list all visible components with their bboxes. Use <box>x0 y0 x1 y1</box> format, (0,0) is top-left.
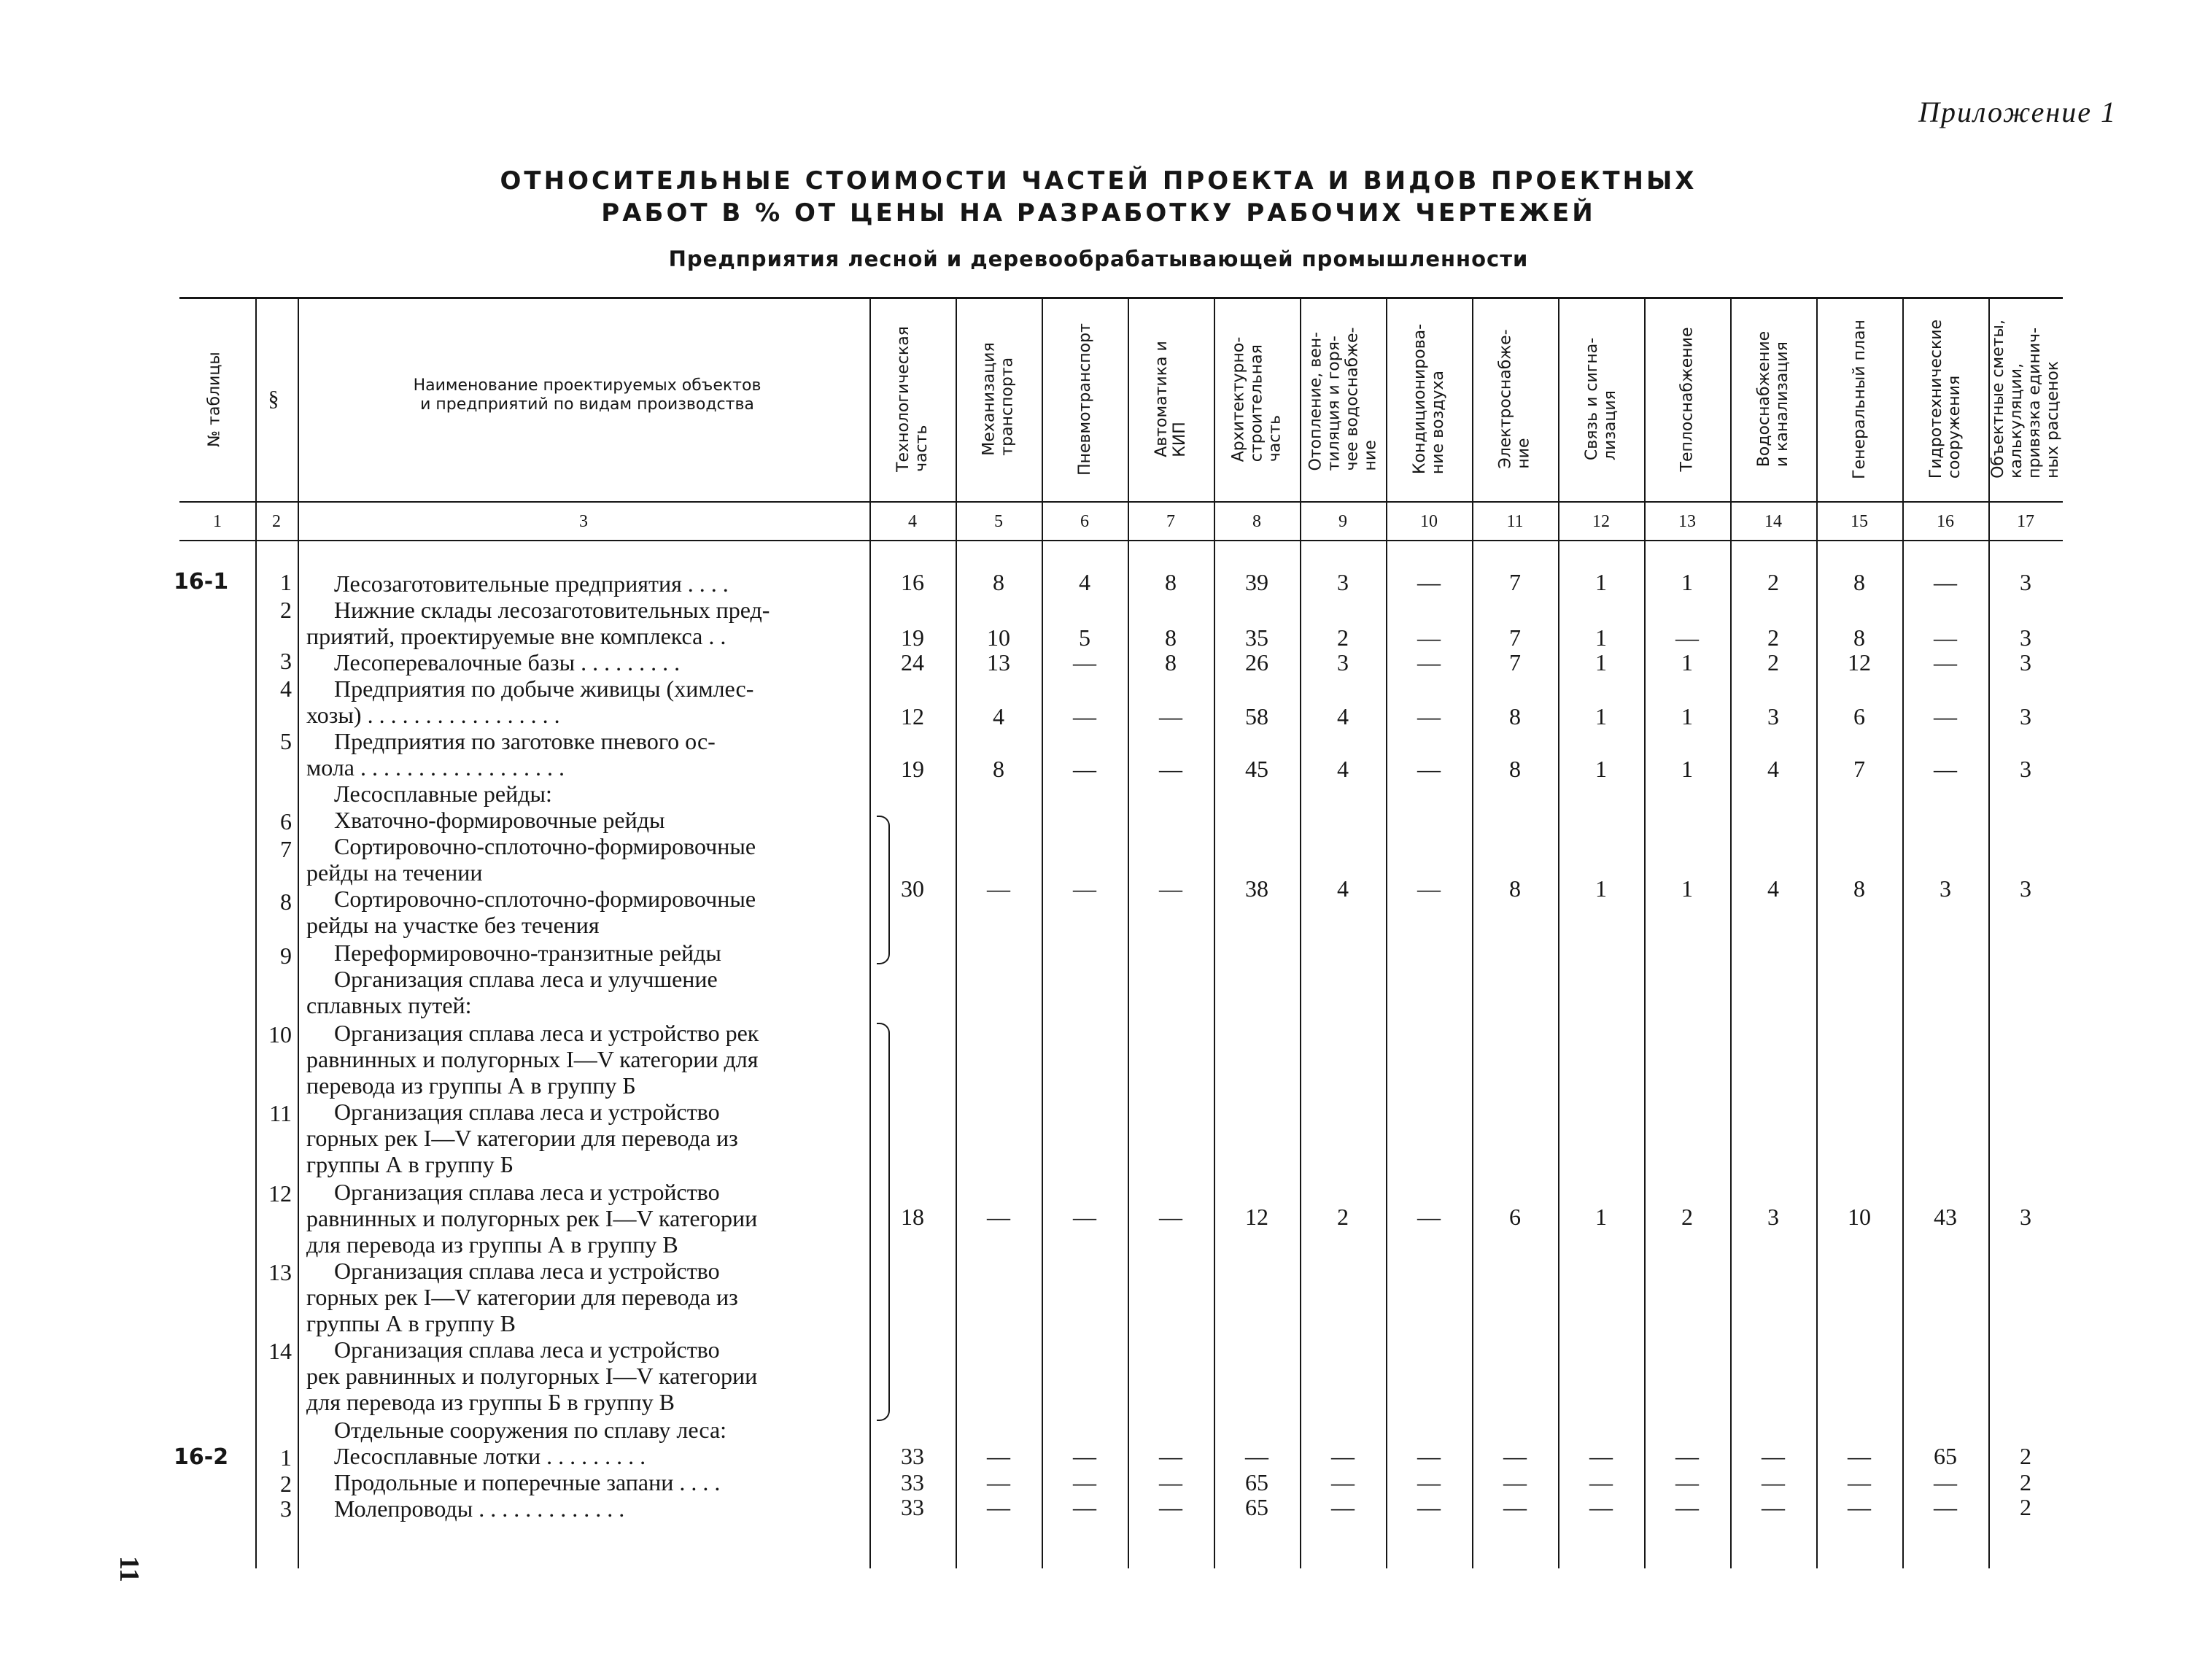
header-text: ние <box>1361 440 1380 471</box>
table-cell: 38 <box>1245 875 1268 902</box>
object-name: Лесозаготовительные предприятия . . . . <box>334 570 729 597</box>
paragraph-number: 1 <box>280 569 292 595</box>
table-cell: 4 <box>1337 875 1349 902</box>
column-number: 16 <box>1937 512 1954 531</box>
table-cell: 33 <box>901 1494 924 1520</box>
table-cell: — <box>1159 1443 1182 1469</box>
table-cell: 1 <box>1595 569 1607 595</box>
table-cell: 8 <box>1165 649 1177 676</box>
header-text: и канализация <box>1773 341 1792 468</box>
paragraph-number: 3 <box>280 1495 292 1522</box>
table-cell: — <box>987 1494 1010 1520</box>
table-cell: 6 <box>1509 1204 1521 1230</box>
table-cell: 8 <box>1509 703 1521 729</box>
table-id: 16-1 <box>174 569 229 595</box>
header-text: Электроснабже- <box>1497 329 1515 469</box>
paragraph-number: 6 <box>280 808 292 835</box>
header-text: Автоматика и <box>1152 341 1171 457</box>
table-cell: — <box>1159 703 1182 729</box>
header-text: ных расценок <box>2044 360 2063 479</box>
object-name: рек равнинных и полугорных I—V категории <box>306 1363 758 1389</box>
table-cell: 7 <box>1509 649 1521 676</box>
group-heading: Отдельные сооружения по сплаву леса: <box>334 1417 727 1443</box>
header-text: чее водоснабже- <box>1343 327 1362 471</box>
header-text: Связь и сигна- <box>1583 337 1602 461</box>
table-cell: 12 <box>1245 1204 1268 1230</box>
table-cell: — <box>1073 875 1096 902</box>
table-cell: 10 <box>1848 1204 1871 1230</box>
header-column-17 <box>1988 301 2063 498</box>
header-column-12 <box>1558 301 1644 498</box>
object-name: Организация сплава леса и устройство <box>334 1258 720 1284</box>
object-name: Предприятия по добыче живицы (химлес- <box>334 676 754 702</box>
table-cell: — <box>1159 875 1182 902</box>
table-cell: — <box>1417 649 1441 676</box>
header-column-6 <box>1042 301 1128 498</box>
table-cell: 3 <box>2020 569 2031 595</box>
object-name: Сортировочно-сплоточно-формировочные <box>334 886 756 912</box>
object-name: Предприятия по заготовке пневого ос- <box>334 728 716 754</box>
object-name: горных рек I—V категории для перевода из <box>306 1125 738 1151</box>
object-name: мола . . . . . . . . . . . . . . . . . . <box>306 754 565 781</box>
header-table-number <box>197 301 232 498</box>
header-text: Архитектурно- <box>1229 336 1248 462</box>
object-name: Молепроводы . . . . . . . . . . . . . <box>334 1495 625 1522</box>
object-name: Организация сплава леса и устройство <box>334 1099 720 1125</box>
table-cell: — <box>1848 1469 1871 1495</box>
table-cell: — <box>1934 1469 1957 1495</box>
table-cell: — <box>1589 1469 1613 1495</box>
table-cell: 2 <box>1767 569 1779 595</box>
table-cell: — <box>1848 1494 1871 1520</box>
header-text: транспорта <box>999 357 1018 456</box>
object-name: для перевода из группы Б в группу В <box>306 1389 675 1415</box>
table-cell: — <box>1073 1443 1096 1469</box>
table-cell: 39 <box>1245 569 1268 595</box>
table-cell: — <box>1159 1469 1182 1495</box>
paragraph-number: 14 <box>268 1338 292 1364</box>
page-number: 11 <box>114 1556 144 1582</box>
table-top-rule <box>179 297 2063 299</box>
object-name: группы А в группу Б <box>306 1151 514 1177</box>
table-cell: — <box>1934 1494 1957 1520</box>
header-text: сооружения <box>1945 375 1964 479</box>
table-cell: — <box>1417 624 1441 651</box>
group-heading: Организация сплава леса и улучшение <box>334 966 718 992</box>
table-cell: — <box>1159 1494 1182 1520</box>
header-text: привязка единич- <box>2026 327 2045 479</box>
table-cell: 3 <box>1767 703 1779 729</box>
table-cell: 8 <box>1853 624 1865 651</box>
table-cell: 7 <box>1509 624 1521 651</box>
header-text: § <box>268 387 279 411</box>
table-cell: — <box>1503 1443 1527 1469</box>
table-cell: 3 <box>1767 1204 1779 1230</box>
header-text: Технологическая <box>894 326 913 472</box>
header-text: Пневмотранспорт <box>1075 322 1094 476</box>
table-cell: 45 <box>1245 756 1268 782</box>
table-cell: 1 <box>1595 624 1607 651</box>
header-text: и предприятий по видам производства <box>420 395 754 414</box>
table-cell: — <box>1589 1494 1613 1520</box>
table-cell: 1 <box>1681 569 1693 595</box>
table-cell: — <box>1073 1469 1096 1495</box>
table-cell: — <box>1073 1204 1096 1230</box>
header-text: часть <box>1266 414 1285 462</box>
table-cell: 3 <box>2020 624 2031 651</box>
column-number: 5 <box>994 512 1003 531</box>
table-cell: 2 <box>1337 1204 1349 1230</box>
header-text: часть <box>912 425 931 472</box>
appendix-label: Приложение 1 <box>1918 96 2117 128</box>
header-column-9 <box>1300 301 1386 498</box>
header-column-13 <box>1644 301 1730 498</box>
table-cell: 8 <box>1853 569 1865 595</box>
table-cell: 4 <box>1767 756 1779 782</box>
table-cell: 2 <box>2020 1469 2031 1495</box>
table-cell: — <box>1417 756 1441 782</box>
table-cell: — <box>1331 1443 1355 1469</box>
column-number: 8 <box>1252 512 1261 531</box>
table-cell: — <box>1675 624 1699 651</box>
table-cell: — <box>1762 1494 1785 1520</box>
header-text: Отопление, вен- <box>1306 331 1325 471</box>
table-cell: 8 <box>1509 756 1521 782</box>
table-cell: — <box>1073 649 1096 676</box>
header-paragraph <box>255 301 292 498</box>
table-cell: — <box>1589 1443 1613 1469</box>
column-number: 6 <box>1080 512 1089 531</box>
table-cell: 3 <box>2020 756 2031 782</box>
header-column-8 <box>1214 301 1300 498</box>
header-text: ние <box>1515 438 1533 469</box>
object-name: Продольные и поперечные запани . . . . <box>334 1469 721 1495</box>
table-cell: 65 <box>1245 1469 1268 1495</box>
table-cell: — <box>1762 1469 1785 1495</box>
header-text: Водоснабжение <box>1755 330 1774 468</box>
group-heading: Лесосплавные рейды: <box>334 781 552 807</box>
header-column-11 <box>1472 301 1558 498</box>
header-column-16 <box>1902 301 1988 498</box>
object-name: Лесосплавные лотки . . . . . . . . . <box>334 1443 646 1469</box>
table-cell: — <box>1159 1204 1182 1230</box>
object-name: хозы) . . . . . . . . . . . . . . . . . <box>306 702 560 728</box>
table-cell: — <box>1934 649 1957 676</box>
table-cell: 1 <box>1595 703 1607 729</box>
header-text: Объектные сметы, <box>1989 320 2008 479</box>
table-cell: 8 <box>993 569 1004 595</box>
header-text: Наименование проектируемых объектов <box>413 376 762 395</box>
table-cell: 65 <box>1245 1494 1268 1520</box>
table-cell: 1 <box>1595 875 1607 902</box>
table-cell: 12 <box>901 703 924 729</box>
table-cell: 8 <box>1165 569 1177 595</box>
table-cell: 8 <box>1165 624 1177 651</box>
object-name: Лесоперевалочные базы . . . . . . . . . <box>334 649 681 676</box>
header-column-15 <box>1816 301 1902 498</box>
object-name: Сортировочно-сплоточно-формировочные <box>334 833 756 859</box>
table-cell: — <box>1417 1494 1441 1520</box>
object-name: горных рек I—V категории для перевода из <box>306 1284 738 1310</box>
column-number: 3 <box>579 512 588 531</box>
group-heading: сплавных путей: <box>306 992 472 1018</box>
column-number: 14 <box>1764 512 1782 531</box>
table-cell: — <box>987 875 1010 902</box>
header-text: Гидротехнические <box>1927 319 1945 479</box>
table-cell: 12 <box>1848 649 1871 676</box>
header-object-name <box>306 376 868 414</box>
header-text: № таблицы <box>205 351 224 447</box>
header-text: КИП <box>1171 422 1190 457</box>
object-name: Организация сплава леса и устройство <box>334 1336 720 1363</box>
object-name: рейды на течении <box>306 859 483 886</box>
header-text: ние воздуха <box>1429 371 1448 475</box>
table-cell: 7 <box>1853 756 1865 782</box>
column-number: 7 <box>1166 512 1175 531</box>
table-cell: 65 <box>1934 1443 1957 1469</box>
header-text: Механизация <box>980 342 999 456</box>
table-cell: 3 <box>1940 875 1951 902</box>
table-cell: 8 <box>993 756 1004 782</box>
column-divider <box>298 299 299 1568</box>
table-id: 16-2 <box>174 1444 229 1470</box>
table-cell: — <box>1417 1443 1441 1469</box>
table-cell: — <box>1417 569 1441 595</box>
object-name: приятий, проектируемые вне комплекса . . <box>306 623 726 649</box>
column-number: 4 <box>908 512 917 531</box>
table-cell: 58 <box>1245 703 1268 729</box>
table-cell: — <box>1934 569 1957 595</box>
column-number: 13 <box>1678 512 1696 531</box>
table-cell: 2 <box>1767 649 1779 676</box>
column-number: 1 <box>213 512 222 531</box>
table-cell: 1 <box>1681 649 1693 676</box>
table-cell: 30 <box>901 875 924 902</box>
object-name: равнинных и полугорных I—V категории для <box>306 1046 759 1072</box>
table-cell: — <box>1417 1204 1441 1230</box>
header-rule <box>179 501 2063 503</box>
table-cell: 4 <box>1337 703 1349 729</box>
table-cell: 26 <box>1245 649 1268 676</box>
object-name: перевода из группы А в группу Б <box>306 1072 636 1099</box>
table-cell: 2 <box>2020 1443 2031 1469</box>
table-cell: 24 <box>901 649 924 676</box>
column-number: 15 <box>1851 512 1868 531</box>
object-name: Организация сплава леса и устройство <box>334 1179 720 1205</box>
table-cell: — <box>1934 756 1957 782</box>
paragraph-number: 9 <box>280 942 292 969</box>
paragraph-number: 7 <box>280 836 292 862</box>
table-cell: 2 <box>1767 624 1779 651</box>
table-cell: 33 <box>901 1469 924 1495</box>
table-cell: 43 <box>1934 1204 1957 1230</box>
table-cell: 1 <box>1681 756 1693 782</box>
table-cell: — <box>1331 1494 1355 1520</box>
table-cell: 13 <box>987 649 1010 676</box>
paragraph-number: 13 <box>268 1259 292 1285</box>
document-title-line-2: РАБОТ В % ОТ ЦЕНЫ НА РАЗРАБОТКУ РАБОЧИХ ЧЕРТЕЖЕЙ <box>601 198 1596 228</box>
header-text: тиляция и горя- <box>1325 336 1344 471</box>
header-text: Кондиционирова- <box>1411 323 1430 475</box>
object-name: группы А в группу В <box>306 1310 516 1336</box>
table-cell: — <box>1073 1494 1096 1520</box>
table-cell: — <box>1417 703 1441 729</box>
table-cell: 8 <box>1509 875 1521 902</box>
table-cell: 3 <box>1337 569 1349 595</box>
header-text: строительная <box>1247 344 1266 462</box>
table-cell: — <box>1503 1494 1527 1520</box>
header-column-4 <box>869 301 956 498</box>
table-cell: 4 <box>1079 569 1090 595</box>
header-text: калькуляции, <box>2007 363 2026 479</box>
table-cell: 1 <box>1681 875 1693 902</box>
table-cell: — <box>1848 1443 1871 1469</box>
paragraph-number: 2 <box>280 1471 292 1497</box>
header-column-7 <box>1128 301 1214 498</box>
object-name: рейды на участке без течения <box>306 912 600 938</box>
table-cell: — <box>1503 1469 1527 1495</box>
paragraph-number: 2 <box>280 597 292 623</box>
table-cell: 3 <box>2020 1204 2031 1230</box>
header-text: лизация <box>1601 390 1620 461</box>
paragraph-number: 1 <box>280 1444 292 1471</box>
document-title-line-1: ОТНОСИТЕЛЬНЫЕ СТОИМОСТИ ЧАСТЕЙ ПРОЕКТА И ВИДОВ ПРОЕКТНЫХ <box>500 166 1697 196</box>
table-cell: 2 <box>1681 1204 1693 1230</box>
paragraph-number: 11 <box>269 1100 292 1126</box>
object-name: равнинных и полугорных рек I—V категории <box>306 1205 758 1231</box>
paragraph-number: 4 <box>280 676 292 702</box>
table-cell: — <box>1675 1443 1699 1469</box>
document-subtitle: Предприятия лесной и деревообрабатывающей промышленности <box>668 247 1529 271</box>
paragraph-number: 8 <box>280 889 292 915</box>
column-number: 9 <box>1338 512 1347 531</box>
table-cell: — <box>1417 1469 1441 1495</box>
table-cell: 1 <box>1595 1204 1607 1230</box>
table-cell: 1 <box>1595 649 1607 676</box>
object-name: Организация сплава леса и устройство рек <box>334 1020 759 1046</box>
table-cell: — <box>1675 1469 1699 1495</box>
table-cell: 1 <box>1681 703 1693 729</box>
table-cell: 3 <box>2020 703 2031 729</box>
object-name: для перевода из группы А в группу В <box>306 1231 678 1258</box>
table-cell: 2 <box>2020 1494 2031 1520</box>
column-number: 10 <box>1420 512 1438 531</box>
table-cell: — <box>1417 875 1441 902</box>
column-number-rule <box>179 540 2063 541</box>
paragraph-number: 12 <box>268 1180 292 1207</box>
header-text: Теплоснабжение <box>1678 327 1697 471</box>
table-cell: 4 <box>1337 756 1349 782</box>
object-name: Хваточно-формировочные рейды <box>334 807 665 833</box>
header-text: Генеральный план <box>1850 319 1869 479</box>
table-cell: — <box>1159 756 1182 782</box>
table-cell: 18 <box>901 1204 924 1230</box>
table-cell: — <box>1934 703 1957 729</box>
object-name: Переформировочно-транзитные рейды <box>334 940 721 966</box>
table-cell: — <box>987 1204 1010 1230</box>
table-cell: — <box>1331 1469 1355 1495</box>
header-column-14 <box>1730 301 1816 498</box>
header-column-10 <box>1386 301 1472 498</box>
table-cell: 33 <box>901 1443 924 1469</box>
table-cell: — <box>987 1443 1010 1469</box>
column-number: 2 <box>272 512 281 531</box>
table-cell: 5 <box>1079 624 1090 651</box>
table-cell: — <box>1073 703 1096 729</box>
table-cell: 3 <box>2020 875 2031 902</box>
column-number: 12 <box>1592 512 1610 531</box>
table-cell: 4 <box>1767 875 1779 902</box>
table-cell: 10 <box>987 624 1010 651</box>
table-cell: 19 <box>901 756 924 782</box>
table-cell: — <box>1762 1443 1785 1469</box>
table-cell: — <box>1245 1443 1268 1469</box>
table-cell: 6 <box>1853 703 1865 729</box>
table-cell: — <box>1934 624 1957 651</box>
table-cell: 2 <box>1337 624 1349 651</box>
paragraph-number: 5 <box>280 728 292 754</box>
table-cell: 3 <box>2020 649 2031 676</box>
table-cell: 19 <box>901 624 924 651</box>
table-cell: — <box>1675 1494 1699 1520</box>
table-cell: — <box>987 1469 1010 1495</box>
table-cell: 4 <box>993 703 1004 729</box>
column-number: 11 <box>1506 512 1524 531</box>
paragraph-number: 10 <box>268 1021 292 1048</box>
table-cell: — <box>1073 756 1096 782</box>
column-number: 17 <box>2017 512 2034 531</box>
table-cell: 7 <box>1509 569 1521 595</box>
table-cell: 16 <box>901 569 924 595</box>
table-cell: 35 <box>1245 624 1268 651</box>
table-cell: 8 <box>1853 875 1865 902</box>
table-cell: 1 <box>1595 756 1607 782</box>
object-name: Нижние склады лесозаготовительных пред- <box>334 597 770 623</box>
paragraph-number: 3 <box>280 648 292 674</box>
header-column-5 <box>956 301 1042 498</box>
table-cell: 3 <box>1337 649 1349 676</box>
